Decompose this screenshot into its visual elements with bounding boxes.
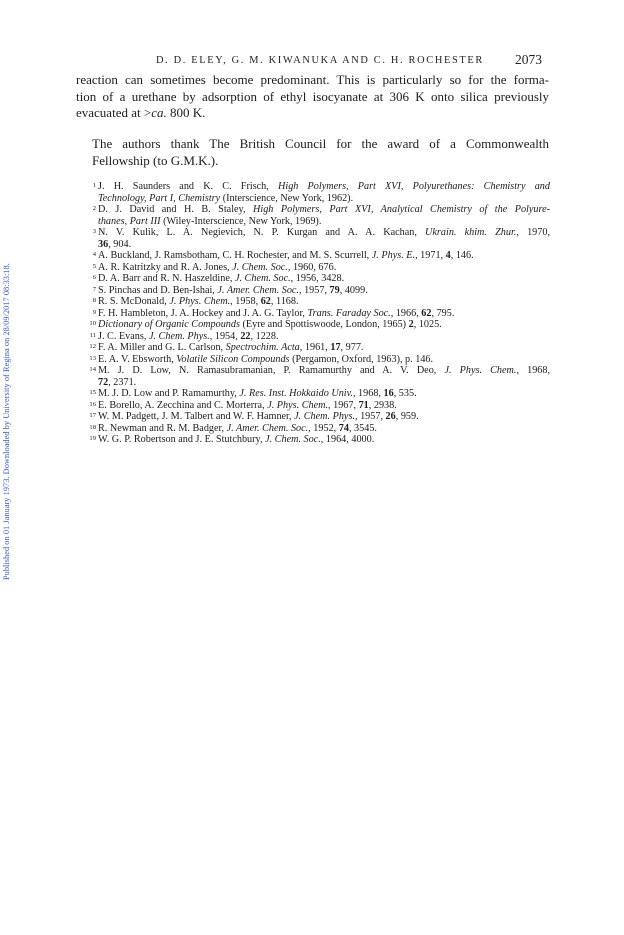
page-number: 2073 — [515, 52, 542, 67]
reference-item — [88, 227, 550, 250]
reference-number: 7 — [92, 285, 96, 293]
reference-item — [88, 285, 550, 297]
reference-line: D. J. David and H. B. Staley, High Polymers, Part XVI, Analytical Chemistry of the Polyure- — [98, 204, 550, 215]
reference-number: 19 — [89, 435, 96, 442]
reference-item — [88, 181, 550, 204]
reference-line: E. A. V. Ebsworth, Volatile Silicon Compounds (Pergamon, Oxford, 1963), p. 146. — [98, 353, 434, 365]
reference-line: A. R. Katritzky and R. A. Jones, J. Chem. Soc., 1960, 676. — [98, 261, 337, 273]
reference-item — [88, 354, 550, 366]
reference-item — [88, 411, 550, 423]
running-head-authors: D. D. ELEY, G. M. KIWANUKA AND C. H. ROCHESTER — [156, 55, 484, 66]
reference-line: 36, 904. — [98, 238, 132, 250]
download-watermark: Published on 01 January 1973. Downloaded by University of Regina on 28/09/2017 08:33:18. — [2, 263, 11, 580]
reference-line: F. A. Miller and G. L. Carlson, Spectrochim. Acta, 1961, 17, 977. — [98, 342, 364, 353]
reference-line: R. S. McDonald, J. Phys. Chem., 1958, 62, 1168. — [98, 296, 299, 307]
reference-line: E. Borello, A. Zecchina and C. Morterra, J. Phys. Chem., 1967, 71, 2938. — [98, 399, 397, 411]
reference-number: 2 — [92, 205, 96, 212]
reference-line: M. J. D. Low and P. Ramamurthy, J. Res. Inst. Hokkaido Univ., 1968, 16, 535. — [98, 388, 417, 399]
reference-line: D. A. Barr and R. N. Haszeldine, J. Chem. Soc., 1956, 3428. — [98, 273, 345, 284]
reference-item — [88, 204, 550, 227]
paragraph-line: The authors thank The British Council for the award of a Commonwealth — [92, 136, 549, 151]
reference-line: A. Buckland, J. Ramsbotham, C. H. Rochester, and M. S. Scurrell, J. Phys. E., 1971, 4, 146. — [98, 250, 474, 261]
reference-item — [88, 273, 550, 285]
reference-item — [88, 250, 550, 262]
reference-item — [88, 331, 550, 343]
reference-line: J. H. Saunders and K. C. Frisch, High Polymers, Part XVI, Polyurethanes: Chemistry and — [98, 181, 550, 192]
reference-number: 17 — [89, 412, 96, 419]
paragraph-line: tion of a urethane by adsorption of ethyl isocyanate at 306 K onto silica previously — [76, 88, 549, 104]
reference-number: 11 — [89, 331, 96, 339]
reference-line: thanes, Part III (Wiley-Interscience, New York, 1969). — [98, 215, 322, 227]
reference-line: N. V. Kulik, L. A. Negievich, N. P. Kurgan and A. A. Kachan, Ukrain. khim. Zhur., 1970, — [98, 227, 550, 238]
reference-item — [88, 434, 550, 446]
reference-number: 4 — [92, 251, 96, 258]
reference-line: S. Pinchas and D. Ben-Ishai, J. Amer. Chem. Soc., 1957, 79, 4099. — [98, 284, 368, 296]
reference-number: 16 — [89, 400, 96, 408]
paragraph-conclusion — [76, 72, 549, 122]
reference-number: 10 — [89, 320, 96, 327]
paragraph-line: evacuated at >ca. 800 K. — [76, 105, 206, 121]
reference-item — [88, 308, 550, 320]
reference-item — [88, 296, 550, 308]
reference-line: Dictionary of Organic Compounds (Eyre and Spottiswoode, London, 1965) 2, 1025. — [98, 319, 442, 330]
reference-item — [88, 388, 550, 400]
reference-line: R. Newman and R. M. Badger, J. Amer. Chem. Soc., 1952, 74, 3545. — [98, 422, 377, 434]
reference-item — [88, 319, 550, 331]
paragraph-acknowledgement — [76, 136, 549, 169]
reference-line: F. H. Hambleton, J. A. Hockey and J. A. G. Taylor, Trans. Faraday Soc., 1966, 62, 795. — [98, 307, 455, 319]
reference-item — [88, 400, 550, 412]
reference-line: 72, 2371. — [98, 376, 137, 388]
reference-number: 8 — [92, 297, 96, 304]
reference-item — [88, 262, 550, 274]
reference-line: W. G. P. Robertson and J. E. Stutchbury, J. Chem. Soc., 1964, 4000. — [98, 434, 375, 445]
reference-number: 13 — [89, 354, 96, 362]
reference-number: 18 — [89, 423, 96, 431]
reference-number: 14 — [89, 366, 96, 373]
reference-item — [88, 423, 550, 435]
reference-line: M. J. D. Low, N. Ramasubramanian, P. Ramamurthy and A. V. Deo, J. Phys. Chem., 1968, — [98, 365, 551, 376]
paragraph-line: reaction can sometimes become predominant. This is particularly so for the forma- — [76, 72, 549, 87]
reference-number: 3 — [92, 228, 96, 235]
reference-number: 12 — [89, 343, 96, 350]
reference-line: W. M. Padgett, J. M. Talbert and W. F. Hamner, J. Chem. Phys., 1957, 26, 959. — [98, 411, 419, 422]
reference-number: 6 — [92, 274, 96, 281]
reference-number: 9 — [92, 308, 96, 316]
reference-number: 15 — [89, 389, 96, 396]
reference-line: Technology, Part I, Chemistry (Interscience, New York, 1962). — [98, 192, 354, 204]
paragraph-line: Fellowship (to G.M.K.). — [92, 152, 219, 168]
reference-item — [88, 342, 550, 354]
reference-item — [88, 365, 550, 388]
reference-number: 5 — [92, 262, 96, 270]
reference-line: J. C. Evans, J. Chem. Phys., 1954, 22, 1228. — [98, 330, 279, 342]
reference-list — [88, 181, 550, 446]
reference-number: 1 — [92, 182, 96, 189]
